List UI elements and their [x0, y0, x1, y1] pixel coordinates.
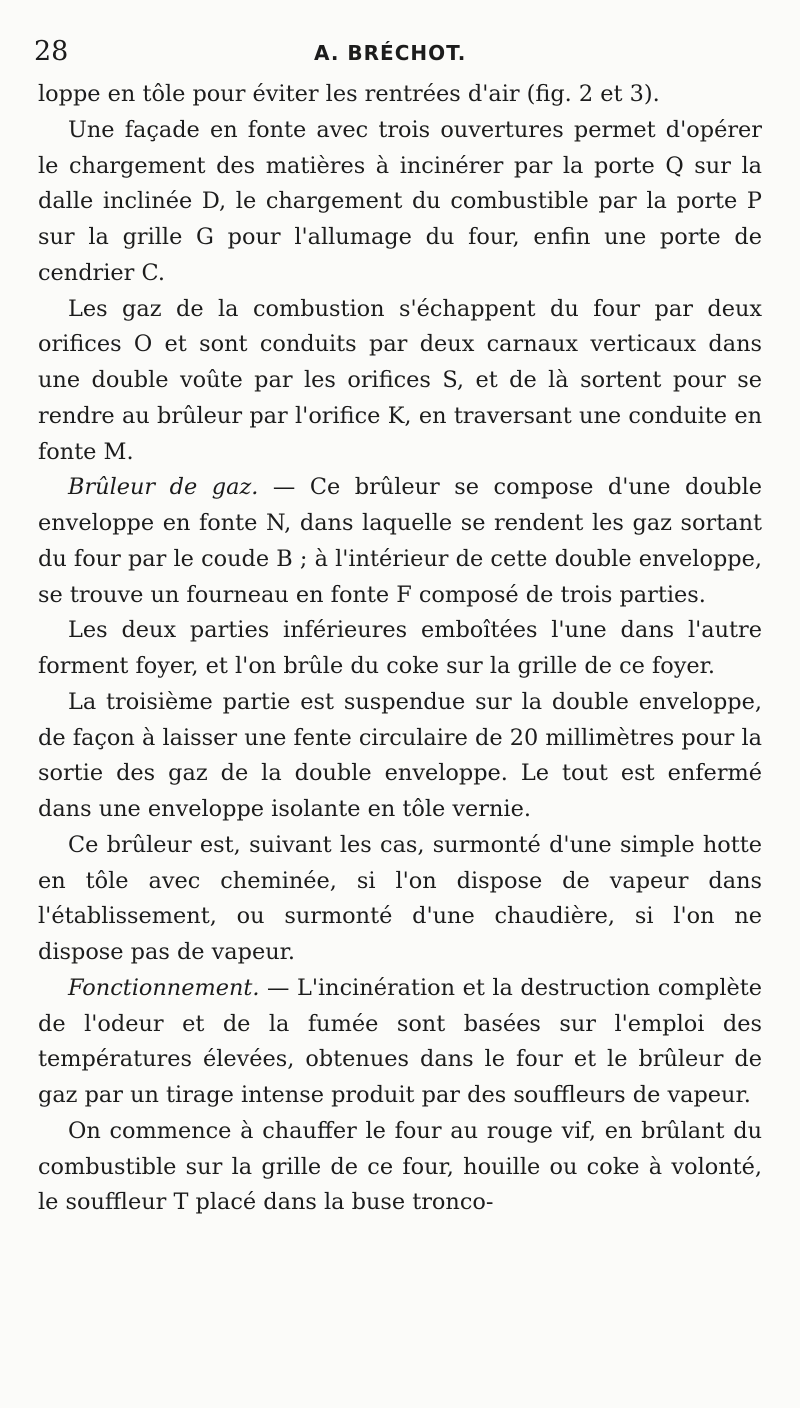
paragraph-text: loppe en tôle pour éviter les rentrées d'air (fig. 2 et 3). [38, 81, 660, 107]
paragraph [38, 685, 762, 828]
paragraph [38, 470, 762, 613]
paragraph-text: — L'incinération et la destruction complète de l'odeur et de la fumée sont basées sur l'emploi des températures élevées, obtenues dans le four et le brûleur de gaz par un tirage intense produit par des souffleurs de vapeur. [38, 974, 762, 1108]
paragraph [38, 613, 762, 685]
running-head: A. BRÉCHOT. [314, 41, 467, 65]
paragraph [38, 113, 762, 292]
paragraph [38, 77, 762, 113]
paragraph [38, 292, 762, 471]
page-header [34, 36, 764, 68]
section-heading: Brûleur de gaz. [68, 474, 259, 501]
paragraph-text: Une façade en fonte avec trois ouvertures permet d'opérer le chargement des matières à incinérer par la porte Q sur la dalle inclinée D, le chargement du combustible par la porte P sur la grille G pour l'allumage du four, enfin une porte de cendrier C. [38, 116, 762, 286]
paragraph-text: La troisième partie est suspendue sur la double enveloppe, de façon à laisser une fente circulaire de 20 millimètres pour la sortie des gaz de la double enveloppe. Le tout est enfermé dans une enveloppe isolante en tôle vernie. [38, 688, 762, 822]
paragraph-text: Ce brûleur est, suivant les cas, surmonté d'une simple hotte en tôle avec cheminée, si l'on dispose de vapeur dans l'établissement, ou surmonté d'une chaudière, si l'on ne dispose pas de vapeur. [38, 831, 762, 965]
paragraph-text: Les gaz de la combustion s'échappent du four par deux orifices O et sont conduits par deux carnaux verticaux dans une double voûte par les orifices S, et de là sortent pour se rendre au brûleur par l'orifice K, en traversant une conduite en fonte M. [38, 295, 762, 465]
paragraph [38, 828, 762, 971]
page-number: 28 [34, 36, 69, 67]
paragraph-text: On commence à chauffer le four au rouge vif, en brûlant du combustible sur la grille de ce four, houille ou coke à volonté, le souffleur T placé dans la buse tronco- [38, 1117, 762, 1216]
paragraph-text: — Ce brûleur se compose d'une double enveloppe en fonte N, dans laquelle se rendent les gaz sortant du four par le coude B ; à l'intérieur de cette double enveloppe, se trouve un fourneau en fonte F composé de trois parties. [38, 474, 762, 608]
paragraph [38, 971, 762, 1114]
body-text [38, 77, 762, 1221]
section-heading: Fonctionnement. [68, 974, 260, 1001]
paragraph-text: Les deux parties inférieures emboîtées l'une dans l'autre forment foyer, et l'on brûle du coke sur la grille de ce foyer. [38, 617, 762, 679]
paragraph [38, 1114, 762, 1221]
